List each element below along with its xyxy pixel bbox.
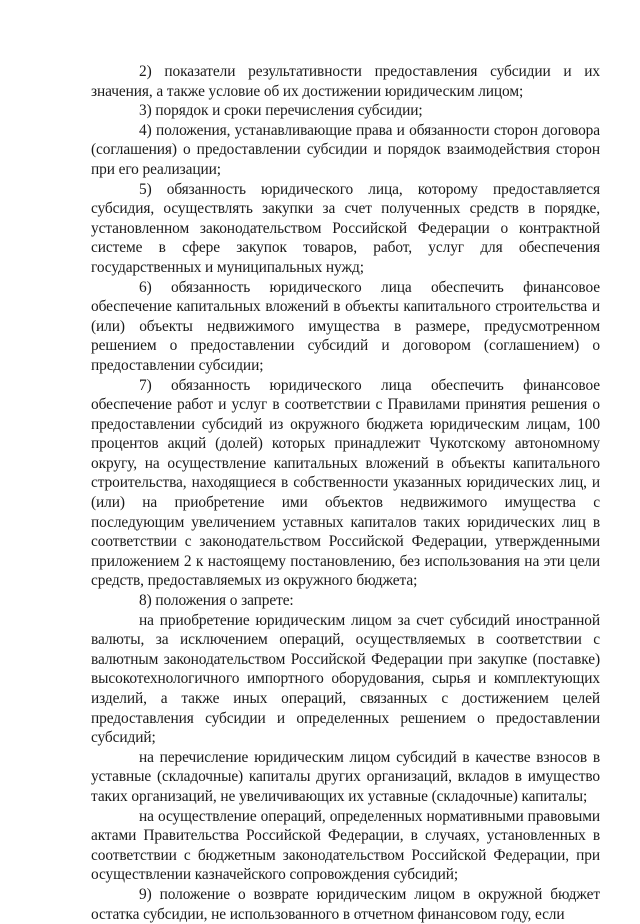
- paragraph-item-8: 8) положения о запрете:: [139, 592, 294, 610]
- paragraph-prohibition-operations: на осуществление операций, определенных нормативными правовыми актами Правительства Российской Федерации, в случаях, установленных в соответствии с бюджетным законодательством Российской Федерации, при осуществлении казначейского сопровождения субсидий;: [91, 807, 600, 884]
- paragraph-item-6: 6) обязанность юридического лица обеспечить финансовое обеспечение капитальных вложений в объекты капитального строительства и (или) объекты недвижимого имущества в размере, предусмотренном решением о предоставлении субсидий и договором (соглашением) о предоставлении субсидии;: [91, 278, 600, 374]
- document-body: [91, 62, 600, 924]
- paragraph-prohibition-capital: на перечисление юридическим лицом субсидий в качестве взносов в уставные (складочные) капиталы других организаций, вкладов в имущество таких организаций, не увеличивающих их уставные (складочные) капиталы;: [91, 748, 600, 805]
- paragraph-item-3: 3) порядок и сроки перечисления субсидии;: [139, 102, 423, 120]
- paragraph-item-7: 7) обязанность юридического лица обеспечить финансовое обеспечение работ и услуг в соответствии с Правилами принятия решения о предоставлении субсидий из окружного бюджета юридическим лицам, 100 процентов акций (долей) которых принадлежит Чукотскому автономному округу, на осуществление капитальных вложений в объекты капитального строительства, находящиеся в собственности указанных юридических лиц, и (или) на приобретение ими объектов недвижимого имущества с последующим увеличением уставных капиталов таких юридических лиц в соответствии с законодательством Российской Федерации, утвержденными приложением 2 к настоящему постановлению, без использования на эти цели средств, предоставляемых из окружного бюджета;: [91, 376, 600, 590]
- paragraph-item-5: 5) обязанность юридического лица, которому предоставляется субсидия, осуществлять закупки за счет полученных средств в порядке, установленном законодательством Российской Федерации о контрактной системе в сфере закупок товаров, работ, услуг для обеспечения государственных и муниципальных нужд;: [91, 180, 600, 276]
- paragraph-item-2: 2) показатели результативности предоставления субсидии и их значения, а также условие об их достижении юридическим лицом;: [91, 63, 600, 100]
- paragraph-item-4: 4) положения, устанавливающие права и обязанности сторон договора (соглашения) о предоставлении субсидии и порядок взаимодействия сторон при его реализации;: [91, 121, 600, 178]
- paragraph-item-9: 9) положение о возврате юридическим лицом в окружной бюджет остатка субсидии, не использованного в отчетном финансовом году, если: [91, 885, 600, 923]
- paragraph-prohibition-currency: на приобретение юридическим лицом за счет субсидий иностранной валюты, за исключением операций, осуществляемых в соответствии с валютным законодательством Российской Федерации при закупке (поставке) высокотехнологичного импортного оборудования, сырья и комплектующих изделий, а также иных операций, связанных с достижением целей предоставления субсидии и определенных решением о предоставлении субсидий;: [91, 611, 600, 747]
